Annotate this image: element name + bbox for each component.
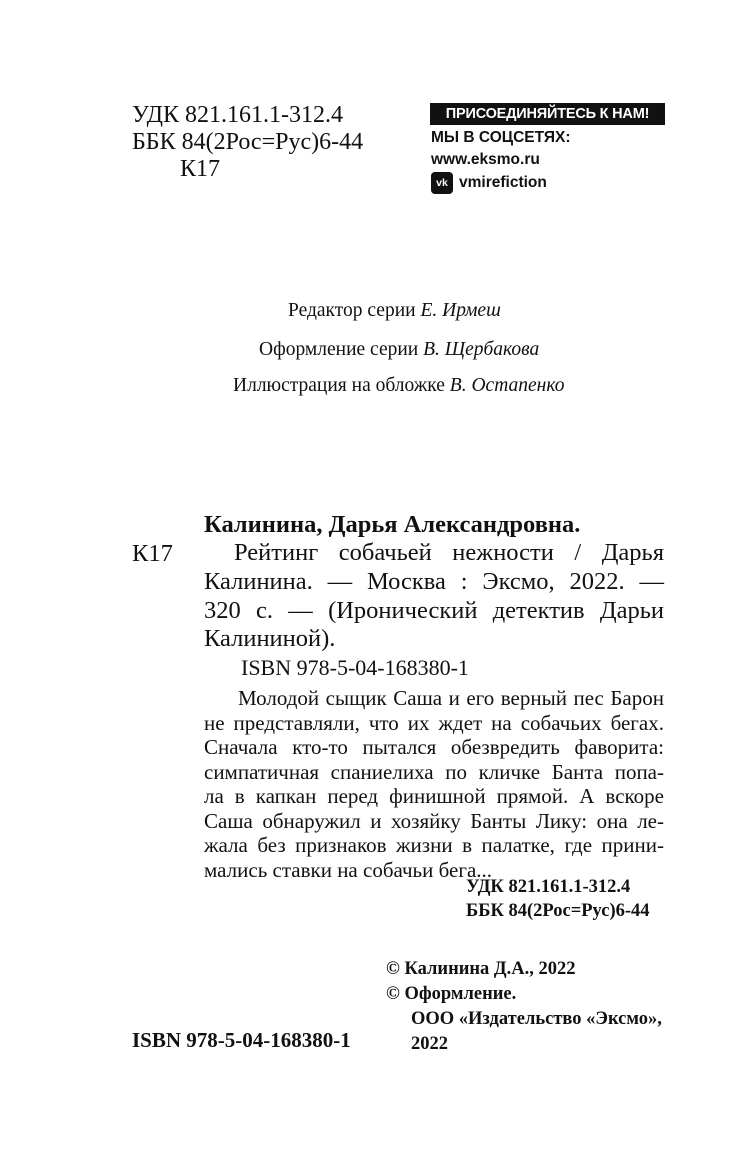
entry-line: Калинина. — Москва : Эксмо, 2022. — — [204, 567, 664, 595]
entry-line: Рейтинг собачьей нежности / Дарья — [234, 539, 664, 566]
vk-logo-icon: vk — [431, 172, 453, 194]
credit-cover-illustration — [233, 374, 564, 398]
credit-person: В. Щербакова — [423, 339, 540, 360]
entry-heading: Калинина, Дарья Александровна. — [204, 511, 581, 538]
annotation-line: Саша обнаружил и хозяйку Банты Лику: она ле- — [204, 808, 664, 833]
credit-person: Е. Ирмеш — [420, 300, 501, 321]
annotation — [204, 686, 664, 882]
bbk-code: ББК 84(2Рос=Рус)6-44 — [132, 129, 364, 155]
credit-role: Иллюстрация на обложке — [233, 375, 450, 396]
copyright-publisher: ООО «Издательство «Эксмо», — [411, 1009, 662, 1029]
entry-description — [204, 539, 664, 654]
annotation-line: мались ставки на собачьи бега... — [204, 857, 493, 882]
annotation-line: симпатичная спаниелиха по кличке Банта попа- — [204, 759, 664, 784]
bbk-code-bottom: ББК 84(2Рос=Рус)6-44 — [466, 901, 650, 921]
credit-series-design — [259, 338, 539, 362]
annotation-line: Молодой сыщик Саша и его верный пес Барон — [238, 686, 664, 710]
credit-person: В. Остапенко — [449, 375, 565, 396]
entry-line: 320 с. — (Иронический детектив Дарьи — [204, 596, 664, 624]
annotation-line: Сначала кто-то пытался обезвредить фаворита: — [204, 735, 664, 759]
annotation-line: жала без признаков жизни в палатке, где прини- — [204, 833, 664, 857]
vk-handle: vmirefiction — [459, 174, 547, 191]
site-url: www.eksmo.ru — [431, 151, 540, 168]
credit-role: Оформление серии — [259, 339, 424, 360]
social-label: МЫ В СОЦСЕТЯХ: — [431, 129, 571, 146]
udk-code: УДК 821.161.1-312.4 — [132, 102, 343, 128]
credit-series-editor — [288, 299, 501, 323]
copyright-design: © Оформление. — [386, 984, 517, 1004]
annotation-line: не представляли, что их ждет на собачьих бегах. — [204, 710, 664, 735]
copyright-year: 2022 — [411, 1034, 448, 1054]
entry-line: Калининой). — [204, 625, 336, 653]
entry-isbn: ISBN 978-5-04-168380-1 — [241, 655, 469, 680]
copyright-author: © Калинина Д.А., 2022 — [386, 959, 576, 979]
annotation-line: ла в капкан перед финишной прямой. А вскоре — [204, 784, 664, 808]
udk-code-bottom: УДК 821.161.1-312.4 — [466, 877, 631, 897]
entry-author-mark: К17 — [132, 540, 173, 567]
vk-link — [431, 172, 547, 194]
isbn-bottom: ISBN 978-5-04-168380-1 — [132, 1028, 351, 1052]
join-us-banner: ПРИСОЕДИНЯЙТЕСЬ К НАМ! — [430, 103, 665, 125]
author-mark: К17 — [180, 156, 221, 182]
credit-role: Редактор серии — [288, 300, 421, 321]
